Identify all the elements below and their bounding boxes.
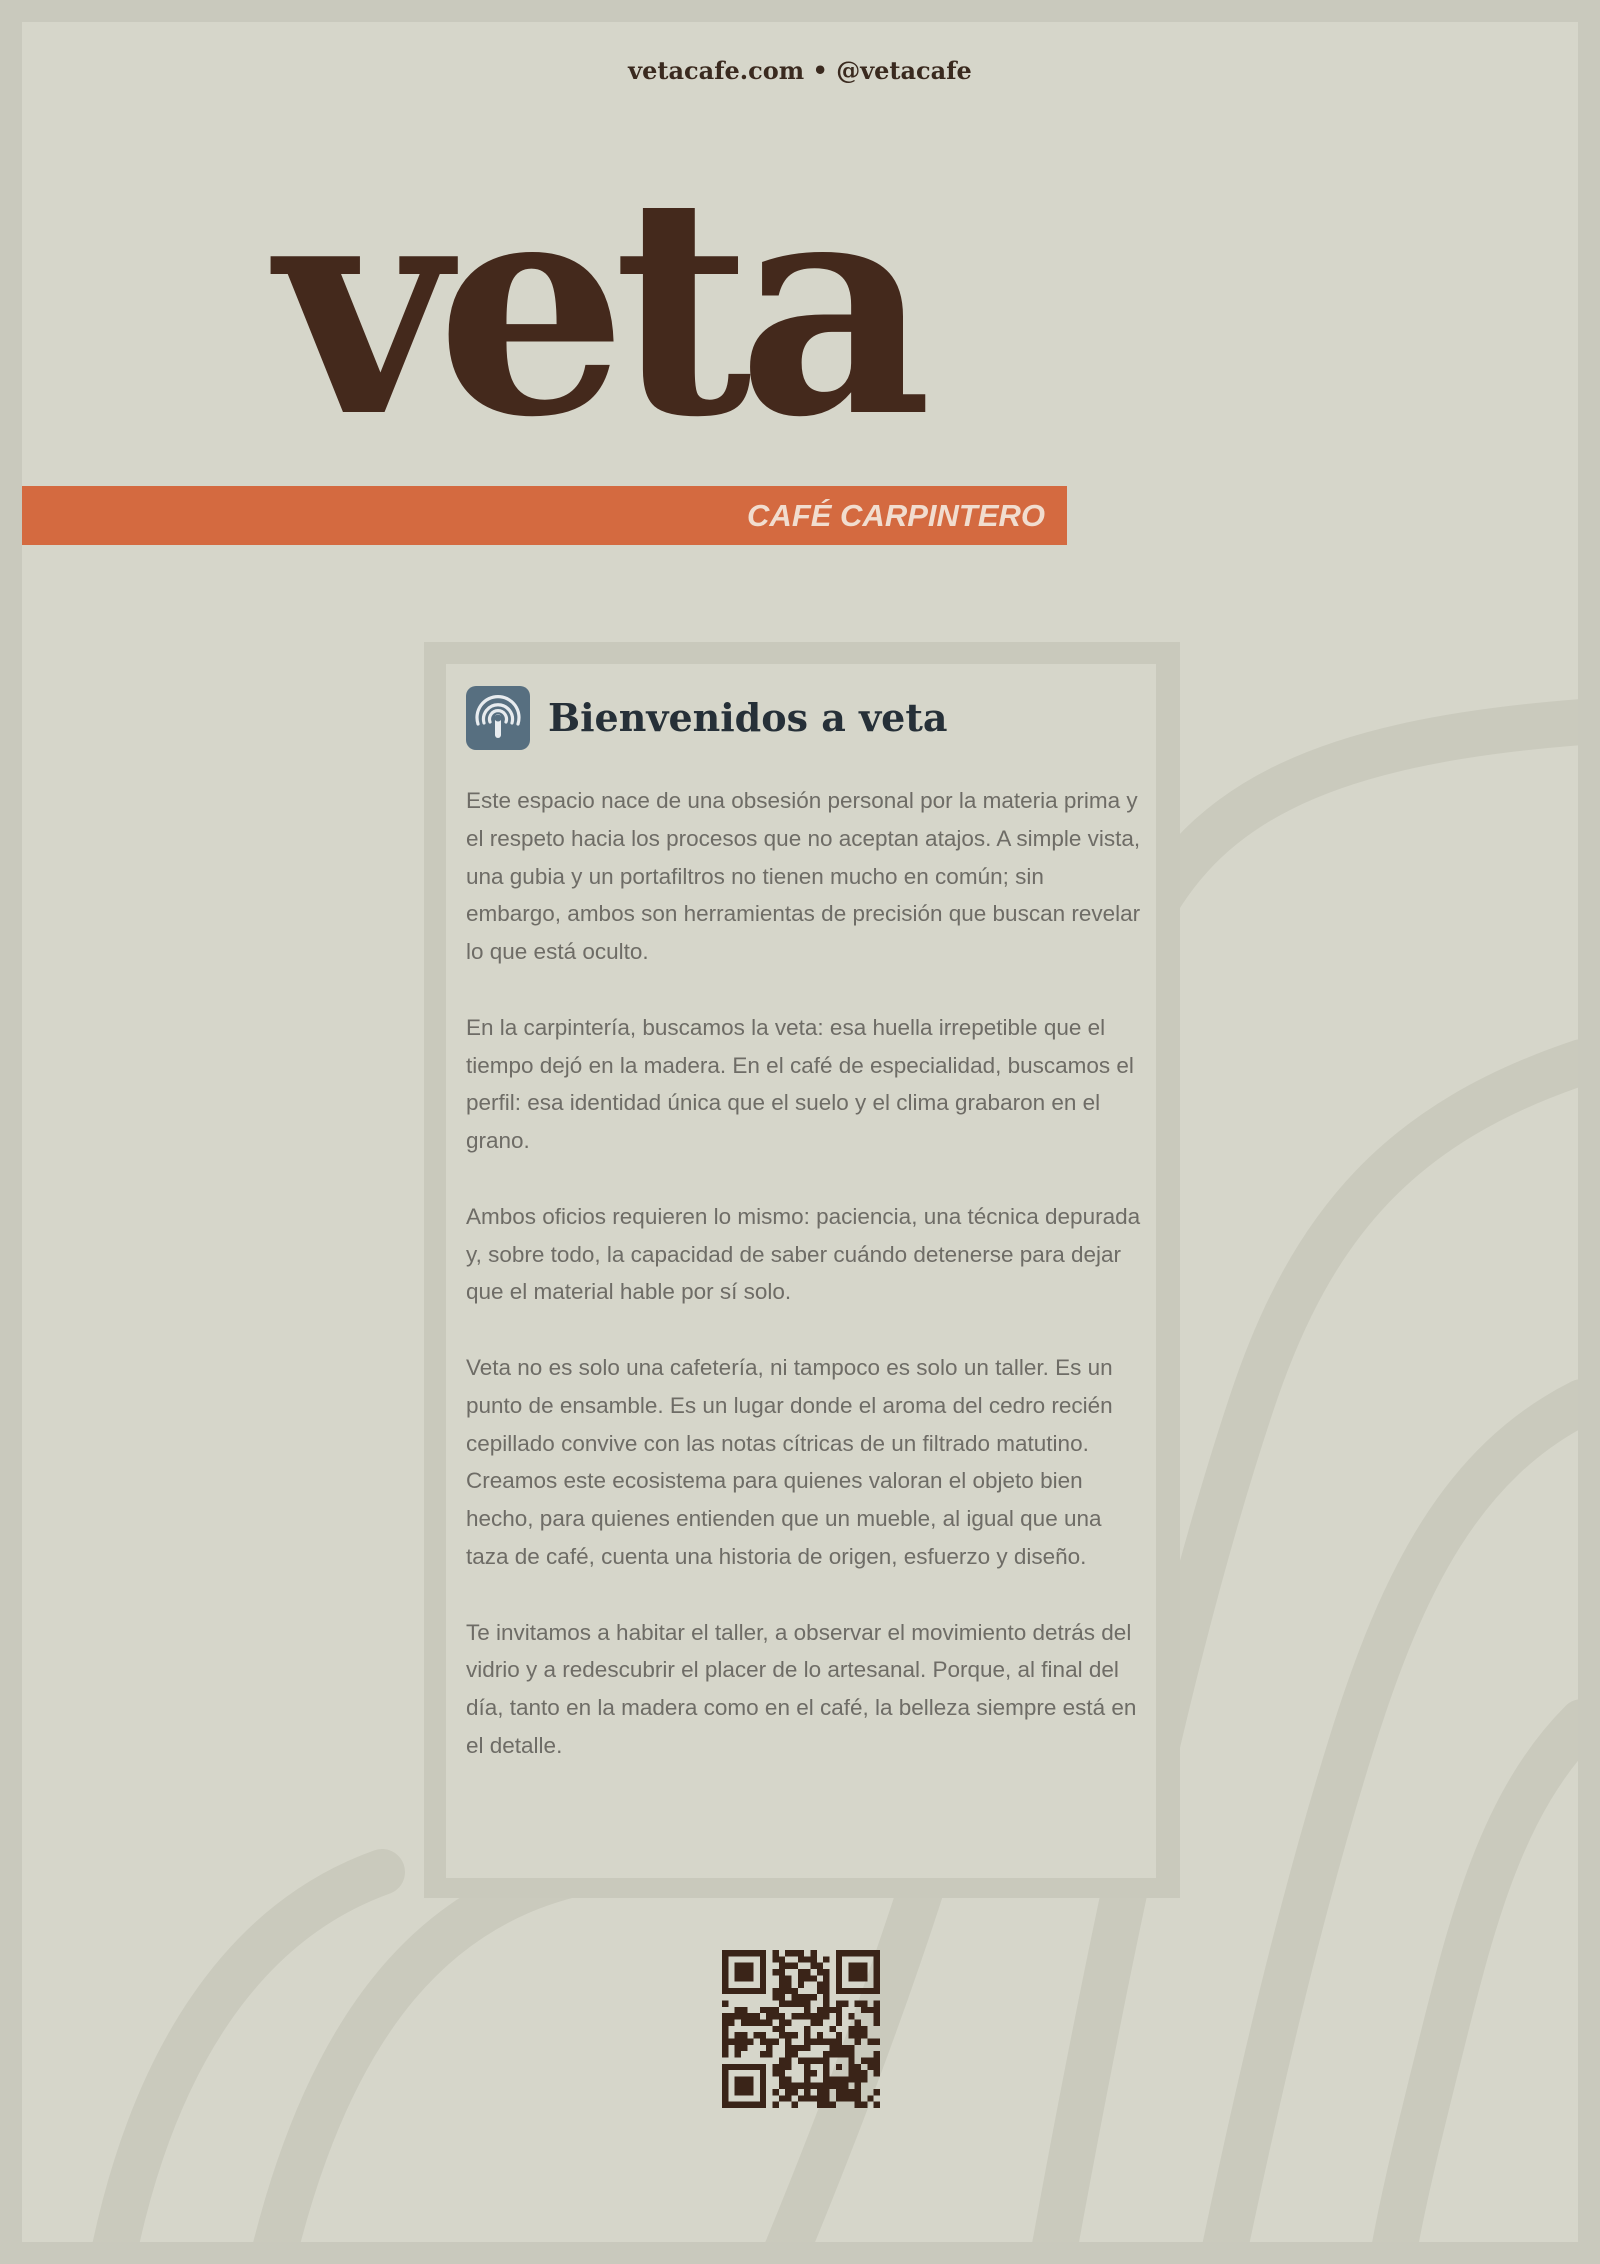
website-and-handle: vetacafe.com • @vetacafe: [628, 56, 972, 85]
paragraph: Veta no es solo una cafetería, ni tampoco es solo un taller. Es un punto de ensamble. Es un lugar donde el aroma del cedro recién cepillado convive con las notas cítricas de un filtrado matutino. Creamos este ecosistema para quienes valoran el objeto bien hecho, para quienes entienden que un mueble, al igual que una taza de café, cuenta una historia de origen, esfuerzo y diseño.: [466, 1354, 1113, 1569]
tagline: CAFÉ CARPINTERO: [747, 498, 1045, 533]
qr-code-icon[interactable]: [722, 1950, 880, 2108]
welcome-card-frame: [424, 642, 1180, 1898]
wood-grain-ring-icon: [466, 686, 530, 750]
paragraph: En la carpintería, buscamos la veta: esa huella irrepetible que el tiempo dejó en la madera. En el café de especialidad, buscamos el perfil: esa identidad única que el suelo y el clima grabaron en el grano.: [466, 1014, 1134, 1154]
poster: [22, 22, 1578, 2242]
paragraph: Este espacio nace de una obsesión personal por la materia prima y el respeto hacia los procesos que no aceptan atajos. A simple vista, una gubia y un portafiltros no tienen mucho en común; sin embargo, ambos son herramientas de precisión que buscan revelar lo que está oculto.: [466, 788, 1141, 965]
paragraph: Te invitamos a habitar el taller, a observar el movimiento detrás del vidrio y a redescubrir el placer de lo artesanal. Porque, al final del día, tanto en la madera como en el café, la belleza siempre está en el detalle.: [466, 1619, 1137, 1758]
tagline-bar: [22, 486, 1067, 545]
card-body: [466, 782, 1142, 1765]
brand-logo-wordmark: veta: [276, 130, 919, 483]
welcome-card: [446, 664, 1156, 1878]
card-title: Bienvenidos a veta: [548, 695, 948, 740]
paragraph: Ambos oficios requieren lo mismo: paciencia, una técnica depurada y, sobre todo, la capacidad de saber cuándo detenerse para dejar que el material hable por sí solo.: [466, 1203, 1141, 1305]
